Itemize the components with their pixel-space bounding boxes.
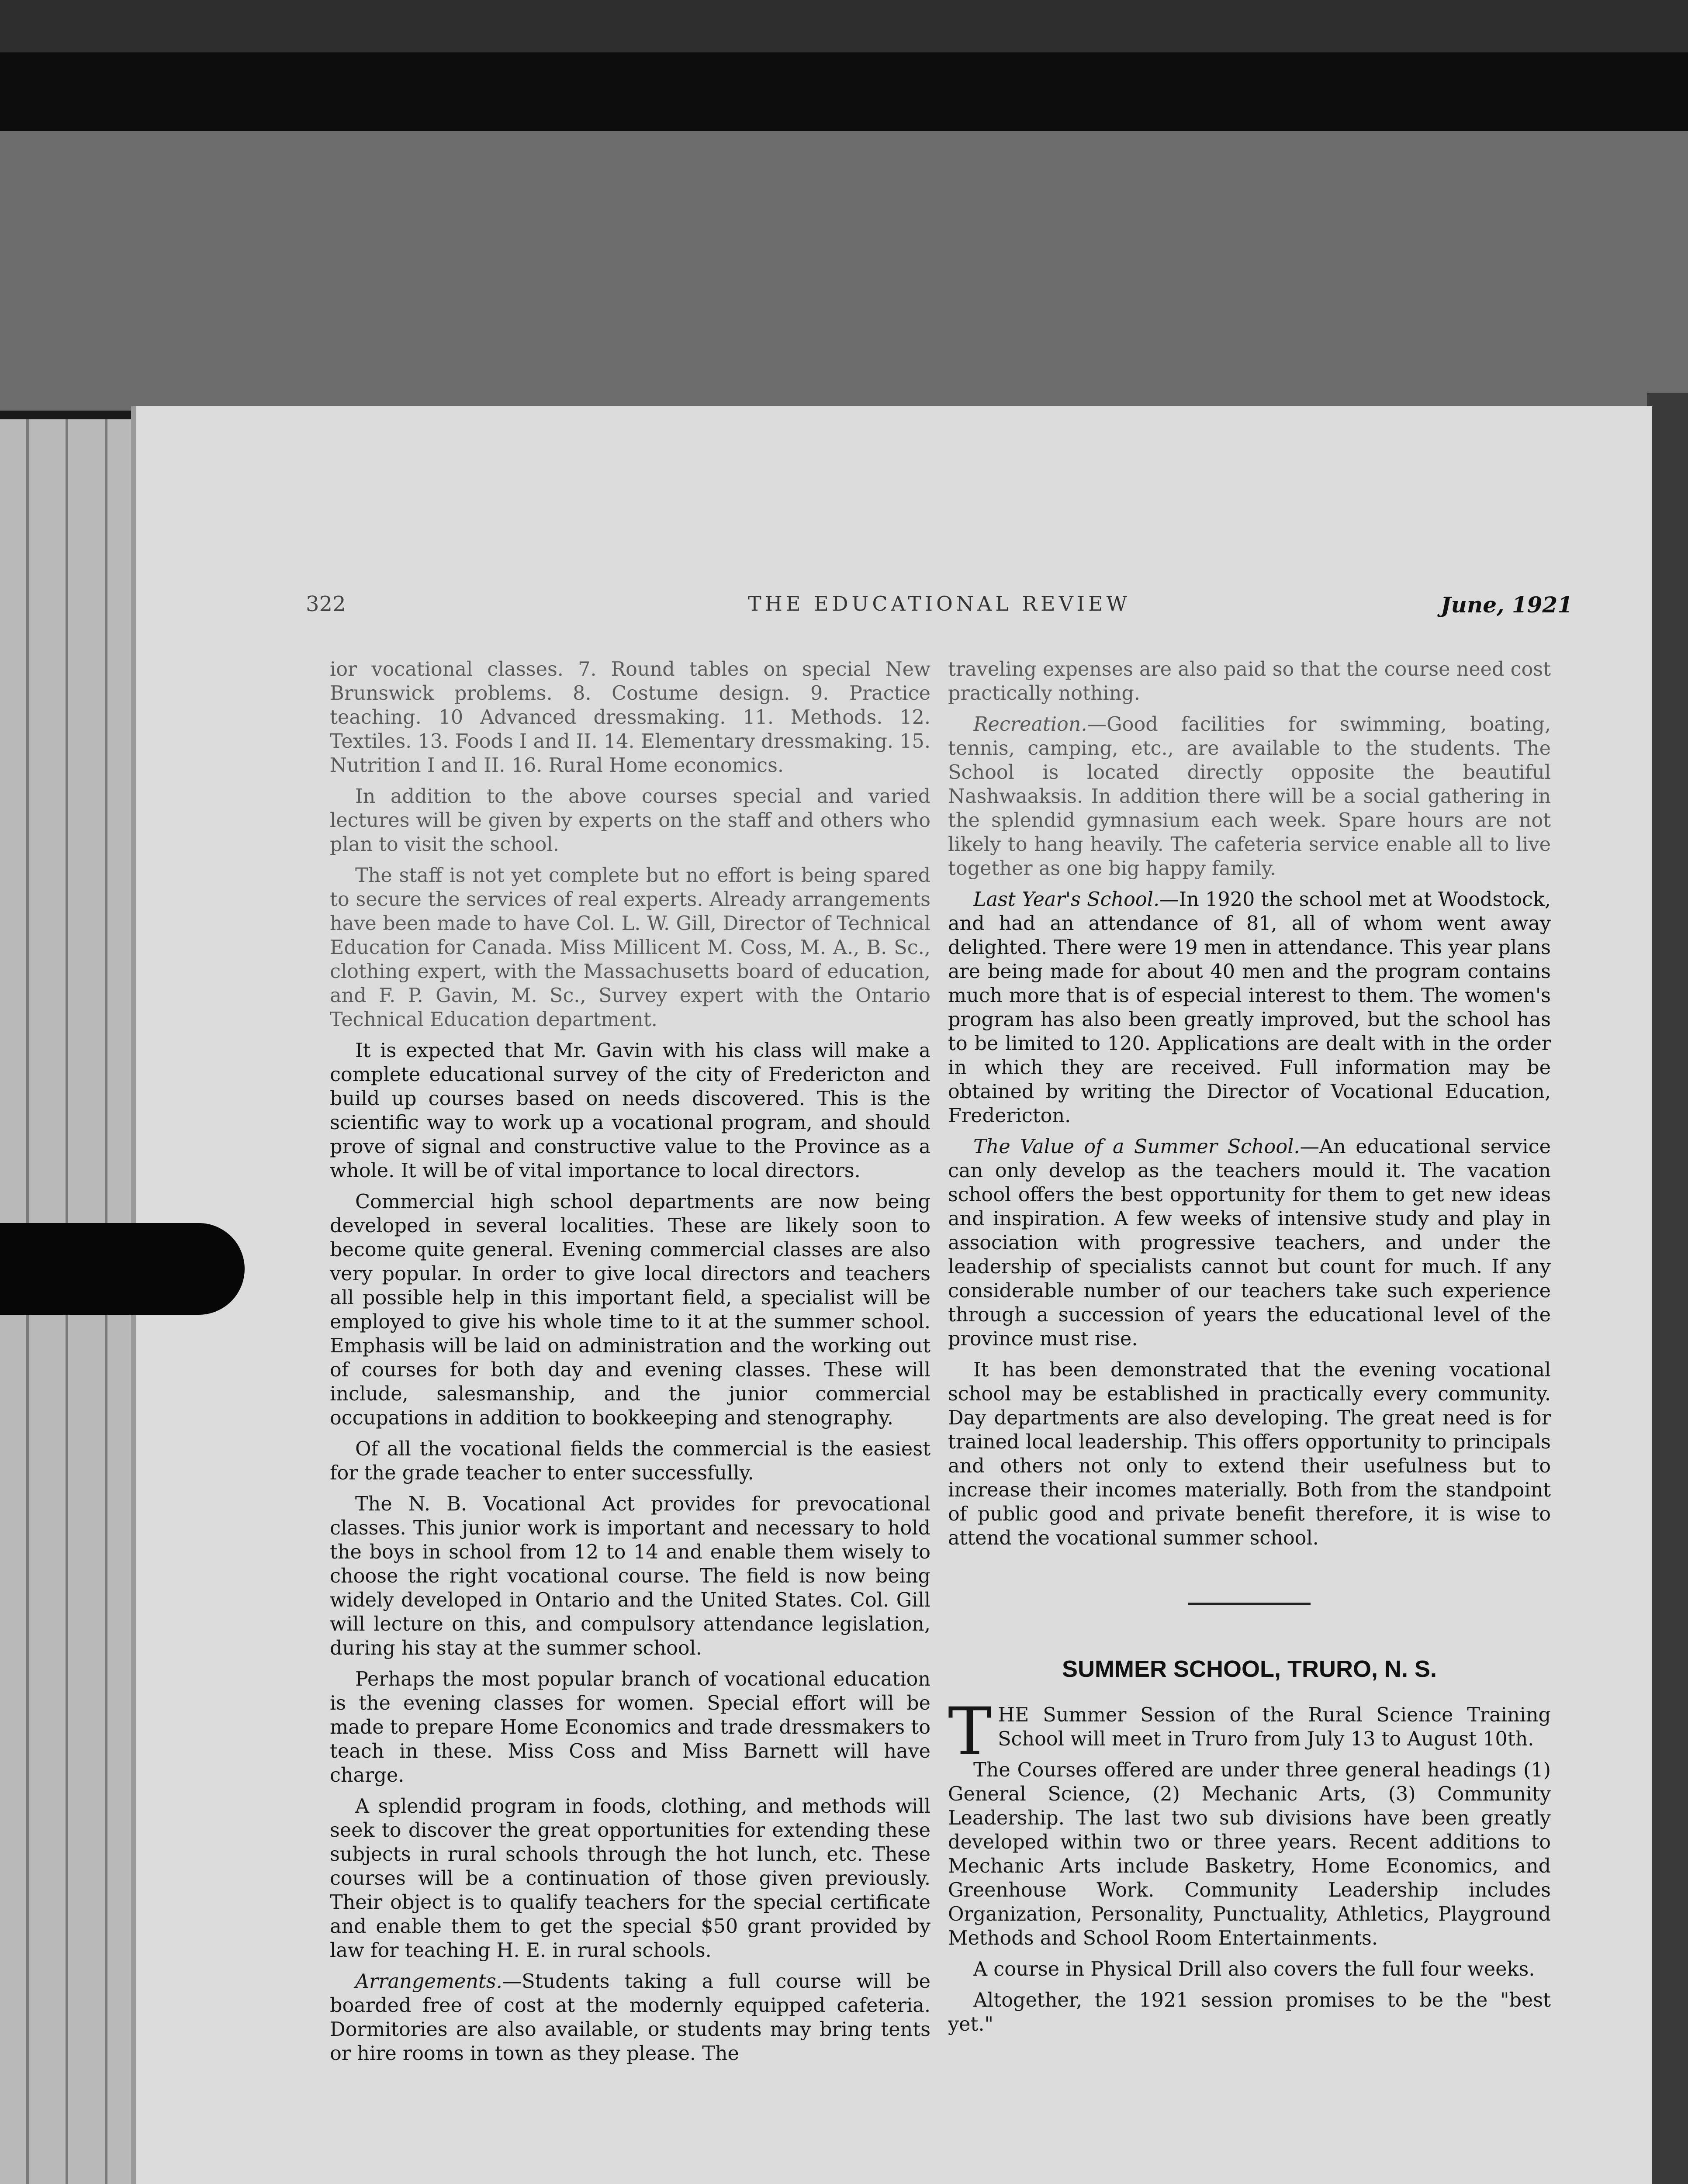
- arrangements-text: —Students taking a full course will be boarded free of cost at the modernly equipped cafeteria. Dormitories are also available, or students may bring tents or hire rooms in town as they please. The: [330, 1970, 930, 2065]
- value-text: —An educational service can only develop as the teachers mould it. The vacation school offers the best opportunity for them to get new ideas and inspiration. A few weeks of intensive study and play in association with progressive teachers, and under the leadership of specialists cannot but count for much. If any considerable number of our teachers take such experience through a succession of years the educational level of the province must rise.: [948, 1136, 1551, 1350]
- paragraph: A course in Physical Drill also covers the full four weeks.: [973, 1958, 1535, 1980]
- paragraph: The staff is not yet complete but no effort is being spared to secure the services of real experts. Already arrangements have been made to have Col. L. W. Gill, Director of Technical Education for Canada. Miss Millicent M. Coss, M. A., B. Sc., clothing expert, with the Massachusetts board of education, and F. P. Gavin, M. Sc., Survey expert with the Ontario Technical Education department.: [330, 864, 930, 1031]
- arrangements-lead: Arrangements.: [355, 1970, 502, 1993]
- paragraph: The Courses offered are under three general headings (1) General Science, (2) Mechanic Arts, (3) Community Leadership. The last two sub divisions have been greatly developed within two or three years. Recent additions to Mechanic Arts include Basketry, Home Economics, and Greenhouse Work. Community Leadership includes Organization, Personality, Punctuality, Athletics, Playground Methods and School Room Entertainments.: [948, 1759, 1551, 1949]
- paragraph: In addition to the above courses special and varied lectures will be given by experts on the staff and others who plan to visit the school.: [330, 785, 930, 856]
- paragraph: A splendid program in foods, clothing, and methods will seek to discover the great opportunities for extending these subjects in rural schools through the hot lunch, etc. These courses will be a continuation of those given previously. Their object is to qualify teachers for the special certificate and enable them to get the special $50 grant provided by law for teaching H. E. in rural schools.: [330, 1795, 930, 1962]
- journal-title: THE EDUCATIONAL REVIEW: [748, 592, 1131, 615]
- truro-intro-text: HE Summer Session of the Rural Science Training School will meet in Truro from July 13 to August 10th.: [998, 1704, 1551, 1750]
- paragraph: traveling expenses are also paid so that the course need cost practically nothing.: [948, 658, 1551, 705]
- paragraph: Commercial high school departments are now being developed in several localities. These are likely soon to become quite general. Evening commercial classes are also very popular. In order to give local directors and teachers all possible help in this important field, a specialist will be employed to give his whole time to it at the summer school. Emphasis will be laid on administration and the working out of courses for both day and evening classes. These will include, salesmanship, and the junior commercial occupations in addition to bookkeeping and stenography.: [330, 1191, 930, 1429]
- right-column: [948, 657, 1551, 2043]
- paragraph: It has been demonstrated that the evening vocational school may be established in practically every community. Day departments are also developing. The great need is for trained local leadership. This offers opportunity to principals and others not only to extend their usefulness but to increase their incomes materially. Both from the standpoint of public good and private benefit therefore, it is wise to attend the vocational summer school.: [948, 1359, 1551, 1549]
- thumb-shadow: [0, 1223, 245, 1315]
- left-column: [330, 657, 930, 2073]
- page-header: [306, 592, 1573, 627]
- paragraph: Perhaps the most popular branch of vocational education is the evening classes for women. Special effort will be made to prepare Home Economics and trade dressmakers to teach in these. Miss Coss and Miss Barnett will have charge.: [330, 1668, 930, 1787]
- paragraph: Of all the vocational fields the commercial is the easiest for the grade teacher to enter successfully.: [330, 1438, 930, 1484]
- paragraph-truro-intro: [948, 1694, 1551, 1770]
- paragraph: It is expected that Mr. Gavin with his class will make a complete educational survey of the city of Fredericton and build up courses based on needs discovered. This is the scientific way to work up a vocational program, and should prove of signal and constructive value to the Province as a whole. It will be of vital importance to local directors.: [330, 1040, 930, 1182]
- value-lead: The Value of a Summer School.: [973, 1136, 1300, 1158]
- last-year-lead: Last Year's School.: [973, 888, 1160, 911]
- issue-date: June, 1921: [1440, 592, 1573, 618]
- paragraph-recreation: [948, 712, 1551, 881]
- paragraph: ior vocational classes. 7. Round tables on special New Brunswick problems. 8. Costume design. 9. Practice teaching. 10 Advanced dressmaking. 11. Methods. 12. Textiles. 13. Foods I and II. 14. Elementary dressmaking. 15. Nutrition I and II. 16. Rural Home economics.: [330, 658, 930, 777]
- recreation-lead: Recreation.: [973, 713, 1087, 736]
- paragraph-arrangements: [330, 1970, 930, 2066]
- paragraph-value: [948, 1135, 1551, 1351]
- book-edge-right: [1647, 393, 1688, 2184]
- scan-border-top: [0, 0, 1688, 52]
- last-year-text: —In 1920 the school met at Woodstock, and had an attendance of 81, all of whom went away delighted. There were 19 men in attendance. This year plans are being made for about 40 men and the program contains much more that is of especial interest to them. The women's program has also been greatly improved, but the school has to be limited to 120. Applications are dealt with in the order in which they are received. Full information may be obtained by writing the Director of Vocational Education, Fredericton.: [948, 888, 1551, 1127]
- scan-border-gray: [0, 131, 1688, 411]
- paragraph-last-year: [948, 888, 1551, 1128]
- section-heading: SUMMER SCHOOL, TRURO, N. S.: [1062, 1656, 1437, 1682]
- section-divider: [1188, 1603, 1311, 1605]
- drop-cap: T: [948, 1694, 992, 1770]
- page-number: 322: [306, 592, 346, 616]
- paragraph: Altogether, the 1921 session promises to be the "best yet.": [948, 1989, 1551, 2035]
- paragraph: The N. B. Vocational Act provides for prevocational classes. This junior work is important and necessary to hold the boys in school from 12 to 14 and enable them wisely to choose the right vocational course. The field is now being widely developed in Ontario and the United States. Col. Gill will lecture on this, and compulsory attendance legislation, during his stay at the summer school.: [330, 1493, 930, 1659]
- recreation-text: —Good facilities for swimming, boating, tennis, camping, etc., are available to the students. The School is located directly opposite the beautiful Nashwaaksis. In addition there will be a social gathering in the splendid gymnasium each week. Spare hours are not likely to hang heavily. The cafeteria service enable all to live together as one big happy family.: [948, 713, 1551, 880]
